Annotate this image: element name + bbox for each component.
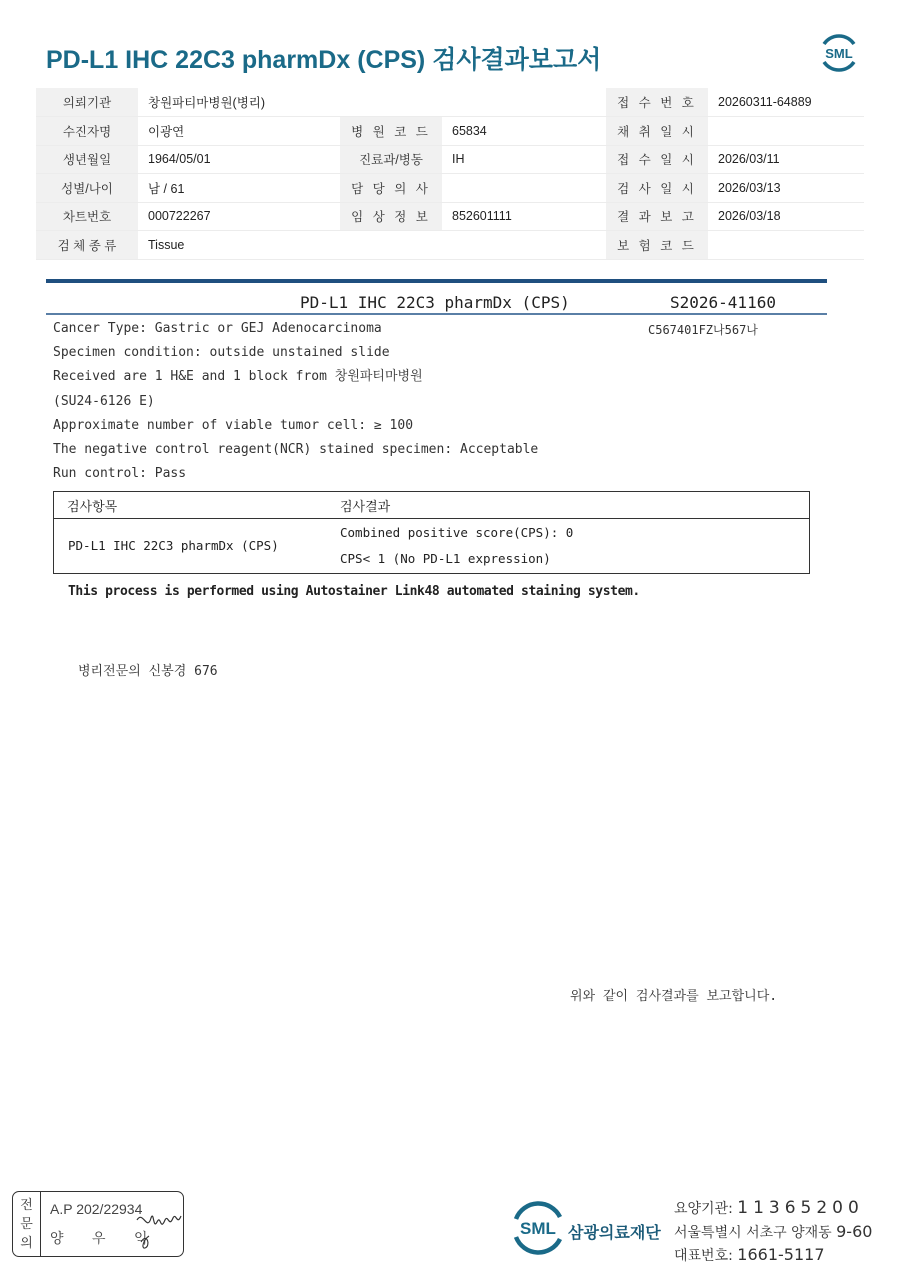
report-title: PD-L1 IHC 22C3 pharmDx (CPS) 검사결과보고서	[46, 46, 602, 74]
info-value: 20260311-64889	[708, 88, 864, 117]
info-value: 이광연	[138, 117, 340, 146]
institution-code	[674, 1197, 872, 1221]
info-value	[708, 117, 864, 146]
phone-label: 대표번호:	[674, 1248, 733, 1264]
info-label: 담 당 의 사	[340, 174, 442, 203]
svg-text:SML: SML	[520, 1219, 556, 1238]
info-label: 생년월일	[36, 145, 138, 174]
info-label: 채 취 일 시	[606, 117, 708, 146]
report-line: Specimen condition: outside unstained slide	[53, 345, 390, 361]
info-label: 보 험 코 드	[606, 231, 708, 260]
result-line: Combined positive score(CPS): 0	[340, 525, 574, 540]
title-underline	[46, 313, 827, 315]
patient-info-table	[36, 88, 864, 260]
info-row	[36, 117, 864, 146]
info-value	[708, 231, 864, 260]
stamp-label	[13, 1192, 41, 1256]
info-row	[36, 202, 864, 231]
column-header-result: 검사결과	[340, 500, 391, 515]
info-label: 차트번호	[36, 202, 138, 231]
sml-logo	[816, 30, 862, 76]
info-value: 2026/03/11	[708, 145, 864, 174]
info-row	[36, 145, 864, 174]
test-item: PD-L1 IHC 22C3 pharmDx (CPS)	[68, 538, 279, 553]
info-label: 진료과/병동	[340, 145, 442, 174]
info-row	[36, 88, 864, 117]
specialist-stamp	[12, 1191, 184, 1257]
stamp-label-char: 문	[20, 1217, 33, 1232]
result-line: CPS< 1 (No PD-L1 expression)	[340, 551, 551, 566]
result-title: PD-L1 IHC 22C3 pharmDx (CPS)	[300, 293, 570, 312]
institution-code-value: 11365200	[737, 1198, 864, 1218]
info-row	[36, 231, 864, 260]
info-value: IH	[442, 145, 606, 174]
info-value: 852601111	[442, 202, 606, 231]
info-value: 1964/05/01	[138, 145, 340, 174]
info-label: 검 체 종 류	[36, 231, 138, 260]
institution-code-label: 요양기관:	[674, 1201, 733, 1217]
report-line: The negative control reagent(NCR) stained specimen: Acceptable	[53, 441, 539, 457]
info-label: 수진자명	[36, 117, 138, 146]
info-value: 65834	[442, 117, 606, 146]
result-table-header	[54, 492, 809, 519]
info-value: 2026/03/13	[708, 174, 864, 203]
info-label: 검 사 일 시	[606, 174, 708, 203]
info-value: Tissue	[138, 231, 606, 260]
result-table	[53, 491, 810, 574]
report-line: Approximate number of viable tumor cell: ≥ 100	[53, 417, 414, 433]
process-note: This process is performed using Autostainer Link48 automated staining system.	[68, 584, 640, 599]
report-line: Received are 1 H&E and 1 block from 창원파티마병원	[53, 369, 423, 385]
column-header-item: 검사항목	[67, 500, 118, 515]
info-label: 의뢰기관	[36, 88, 138, 117]
info-value	[442, 174, 606, 203]
header-divider	[46, 279, 827, 283]
signature	[133, 1202, 185, 1252]
footer-info	[674, 1197, 872, 1268]
info-label: 접 수 일 시	[606, 145, 708, 174]
info-row	[36, 174, 864, 203]
stamp-name: 양 우 익	[50, 1231, 160, 1247]
sml-footer-logo	[508, 1199, 568, 1257]
foundation-name: 삼광의료재단	[568, 1225, 661, 1242]
svg-text:SML: SML	[825, 46, 853, 61]
report-body	[53, 320, 538, 489]
address	[674, 1221, 872, 1245]
info-label: 결 과 보 고	[606, 202, 708, 231]
specimen-code: C567401FZ나567나	[648, 323, 758, 337]
report-line: (SU24-6126 E)	[53, 393, 155, 409]
info-value: 창원파티마병원(병리)	[138, 88, 606, 117]
stamp-label-char: 의	[20, 1236, 33, 1251]
info-value: 남 / 61	[138, 174, 340, 203]
info-label: 임 상 정 보	[340, 202, 442, 231]
phone-value: 1661-5117	[737, 1245, 825, 1264]
report-line: Run control: Pass	[53, 466, 187, 482]
address-number: 9-60	[836, 1221, 873, 1241]
info-label: 접 수 번 호	[606, 88, 708, 117]
closing-statement: 위와 같이 검사결과를 보고합니다.	[570, 989, 778, 1004]
report-line: Cancer Type: Gastric or GEJ Adenocarcinoma	[53, 321, 382, 336]
stamp-license: A.P 202/22934	[50, 1201, 143, 1217]
info-value: 000722267	[138, 202, 340, 231]
phone	[674, 1244, 872, 1268]
result-number: S2026-41160	[670, 293, 776, 312]
info-label: 성별/나이	[36, 174, 138, 203]
pathologist: 병리전문의 신봉경 676	[78, 664, 218, 679]
address-text: 서울특별시 서초구 양재동	[674, 1224, 832, 1241]
info-value: 2026/03/18	[708, 202, 864, 231]
info-label: 병 원 코 드	[340, 117, 442, 146]
stamp-label-char: 전	[20, 1198, 33, 1213]
